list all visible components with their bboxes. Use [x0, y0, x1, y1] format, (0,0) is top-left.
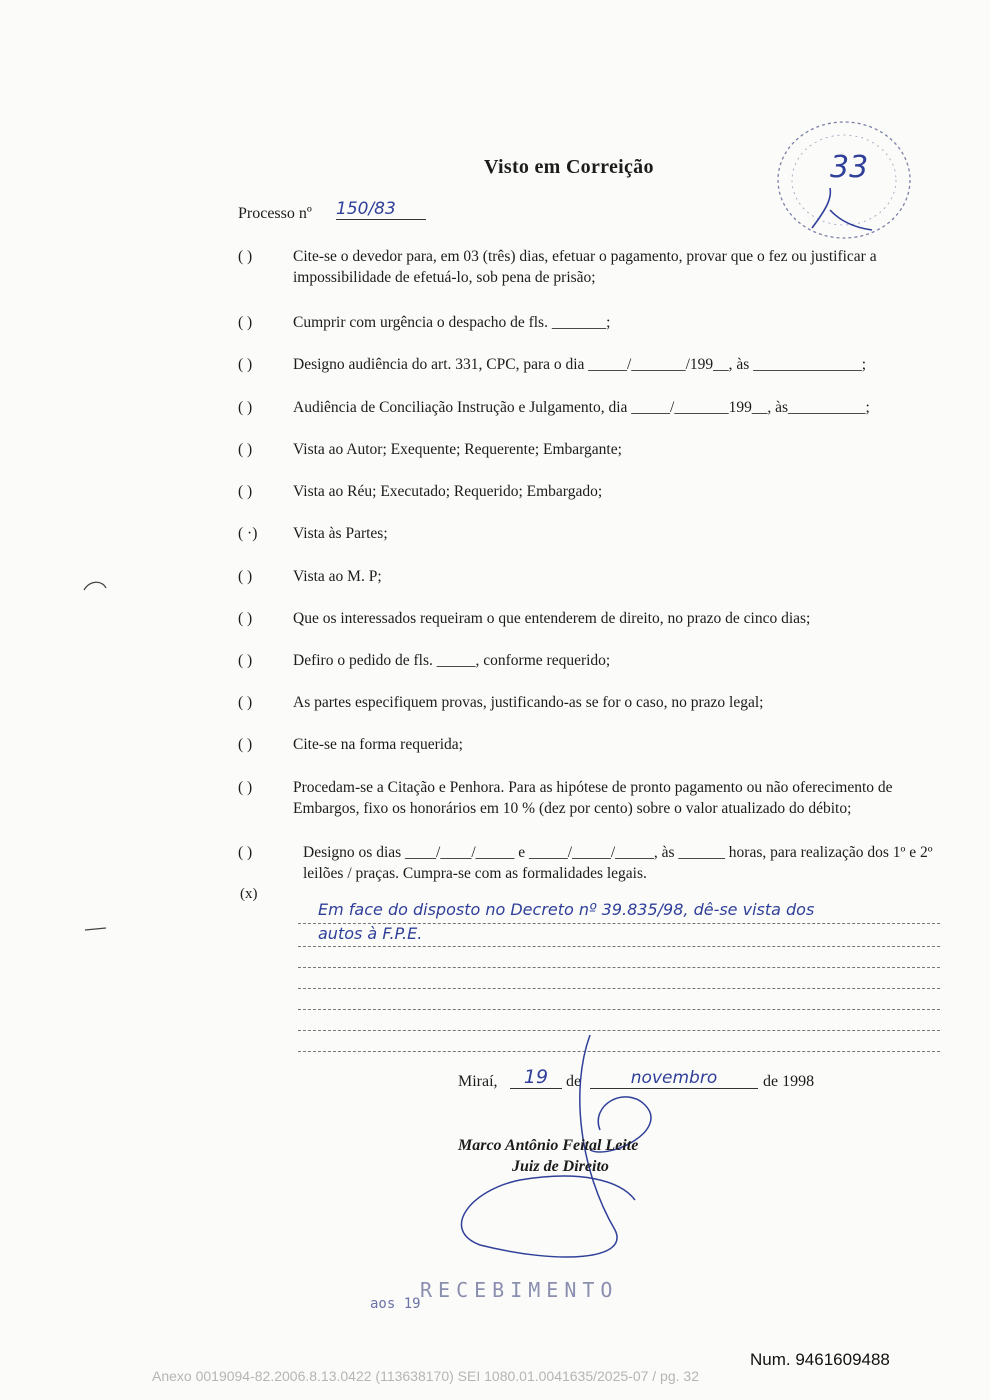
item-text: Designo os dias ____/____/_____ e _____/_____/_____, às ______ horas, para realização dos 1º e 2º leilões / praças. Cumpra-se com as formalidades legais. [303, 844, 933, 882]
list-item [238, 734, 943, 755]
item-text: Vista ao Autor; Exequente; Requerente; Embargante; [293, 441, 622, 458]
item-text: Vista ao Réu; Executado; Requerido; Embargado; [293, 483, 603, 500]
bottom-stamp-date: aos 19 [370, 1296, 421, 1312]
item-checkbox: ( ) [238, 779, 253, 796]
list-item [238, 246, 943, 288]
checked-box: (x) [240, 886, 258, 902]
item-checkbox: ( ) [238, 736, 253, 753]
item-checkbox: ( ) [238, 248, 253, 265]
list-item [238, 608, 943, 629]
document-title: Visto em Correição [484, 156, 654, 178]
handwriting-line [298, 988, 940, 989]
scan-mark [82, 922, 112, 942]
item-checkbox: ( ) [238, 652, 253, 669]
handwriting-line [298, 967, 940, 968]
list-item [238, 842, 943, 884]
place-label: Miraí, [458, 1073, 498, 1090]
list-item [238, 566, 943, 587]
item-text: Cite-se na forma requerida; [293, 736, 463, 753]
item-text: As partes especifiquem provas, justificando-as se for o caso, no prazo legal; [293, 694, 764, 711]
item-text: Cite-se o devedor para, em 03 (três) dias, efetuar o pagamento, provar que o fez ou justificar a impossibilidade de efetuá-lo, sob pena de prisão; [293, 248, 877, 286]
item-checkbox: ( ) [238, 568, 253, 585]
list-item [238, 439, 943, 460]
item-text: Vista ao M. P; [293, 568, 382, 585]
stamp-page-number: 33 [830, 150, 869, 185]
item-checkbox: ( ) [238, 314, 253, 331]
bottom-stamp-title: RECEBIMENTO [420, 1278, 619, 1302]
date-day: 19 [510, 1066, 562, 1089]
item-text: Que os interessados requeiram o que entenderem de direito, no prazo de cinco dias; [293, 610, 811, 627]
document-number: Num. 9461609488 [750, 1350, 890, 1369]
date-month: novembro [590, 1068, 758, 1089]
signer-name: Marco Antônio Feital Leite [458, 1137, 639, 1154]
list-item [238, 481, 943, 502]
list-item [238, 692, 943, 713]
item-text: Defiro o pedido de fls. _____, conforme requerido; [293, 652, 611, 669]
item-text: Vista às Partes; [293, 525, 388, 542]
date-de-label: de [566, 1073, 582, 1090]
item-checkbox: ( ) [238, 399, 253, 416]
item-checkbox: ( ) [238, 356, 253, 373]
process-number: 150/83 [336, 199, 426, 220]
item-checkbox: ( ·) [238, 525, 258, 542]
item-text: Cumprir com urgência o despacho de fls. _______; [293, 314, 611, 331]
list-item [238, 650, 943, 671]
item-text: Audiência de Conciliação Instrução e Julgamento, dia _____/_______199__, às__________; [293, 399, 870, 416]
item-text: Procedam-se a Citação e Penhora. Para as hipótese de pronto pagamento ou não oferecimento de Embargos, fixo os honorários em 10 % (dez por cento) sobre o valor atualizado do débito; [293, 779, 893, 817]
list-item [238, 397, 943, 418]
signer-title: Juiz de Direito [512, 1158, 609, 1175]
handwriting-line [298, 946, 940, 947]
item-checkbox: ( ) [238, 844, 253, 861]
scan-mark [80, 578, 110, 608]
handwriting-line [298, 1009, 940, 1010]
date-year: de 1998 [763, 1073, 815, 1090]
process-label: Processo nº [238, 205, 312, 222]
item-text: Designo audiência do art. 331, CPC, para o dia _____/_______/199__, às ______________; [293, 356, 867, 373]
list-item [238, 777, 943, 819]
item-checkbox: ( ) [238, 610, 253, 627]
item-checkbox: ( ) [238, 694, 253, 711]
list-item [238, 523, 943, 544]
handwritten-line-2: autos à F.P.E. [318, 924, 423, 943]
handwritten-line-1: Em face do disposto no Decreto nº 39.835/98, dê-se vista dos [318, 900, 815, 919]
annex-reference: Anexo 0019094-82.2006.8.13.0422 (113638170) SEI 1080.01.0041635/2025-07 / pg. 32 [152, 1368, 699, 1384]
item-checkbox: ( ) [238, 483, 253, 500]
item-checkbox: ( ) [238, 441, 253, 458]
list-item [238, 354, 943, 375]
list-item [238, 312, 943, 333]
